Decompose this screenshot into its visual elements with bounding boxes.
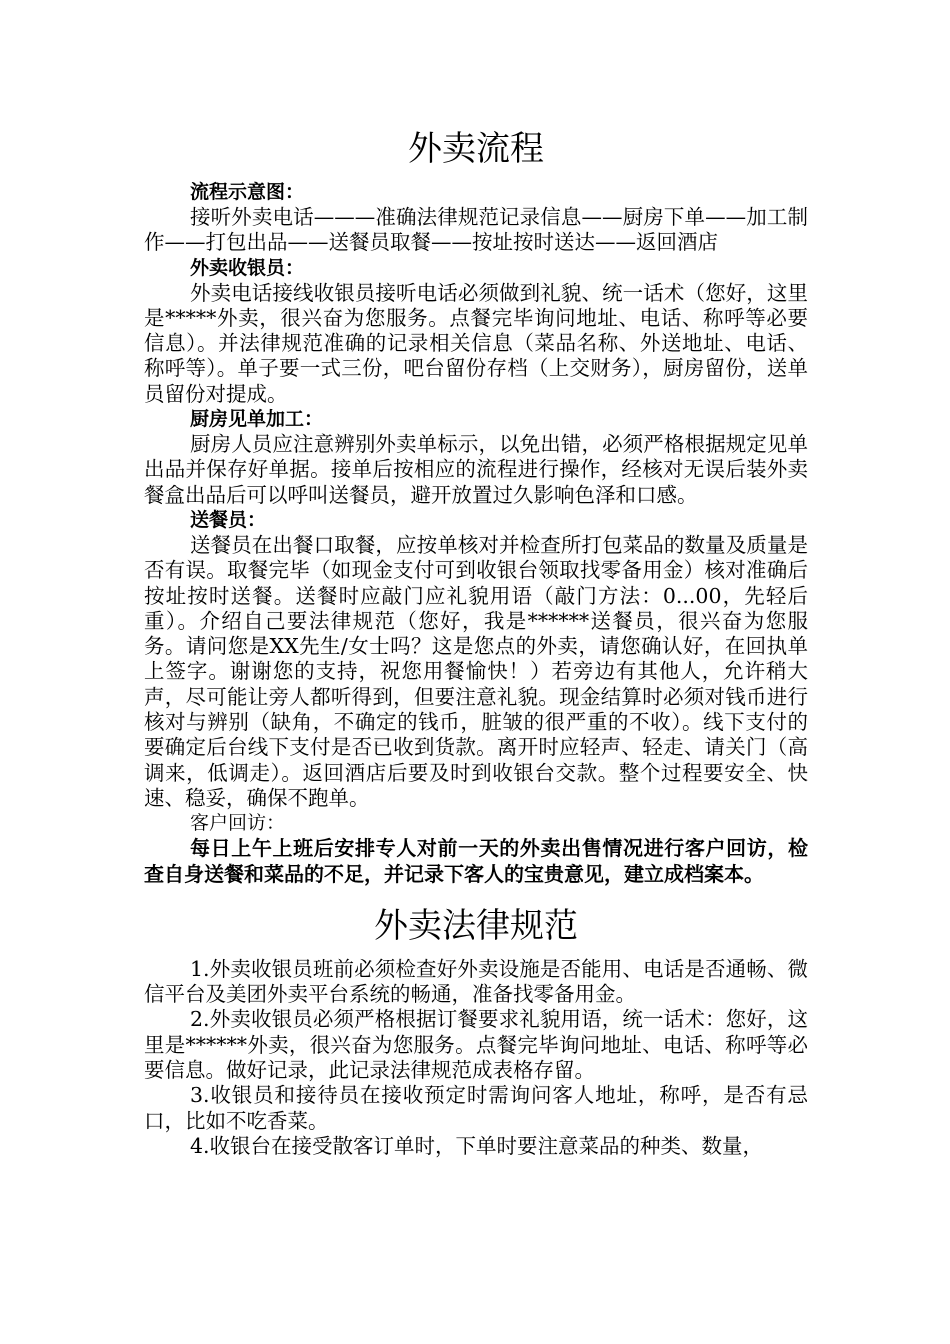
section-text-kitchen: 厨房人员应注意辨别外卖单标示，以免出错，必须严格根据规定见单出品并保存好单据。接单后按相应的流程进行操作，经核对无误后装外卖餐盒出品后可以呼叫送餐员，避开放置过久影响色泽和口感。 bbox=[144, 432, 808, 507]
section-text-cashier: 外卖电话接线收银员接听电话必须做到礼貌、统一话术（您好，这里是*****外卖，很兴奋为您服务。点餐完毕询问地址、电话、称呼等必要信息）。并法律规范准确的记录相关信息（菜品名称、外送地址、电话、称呼等）。单子要一式三份，吧台留份存档（上交财务），厨房留份，送单员留份对提成。 bbox=[144, 280, 808, 406]
section-text-delivery: 送餐员在出餐口取餐，应按单核对并检查所打包菜品的数量及质量是否有误。取餐完毕（如现金支付可到收银台领取找零备用金）核对准确后按址按时送餐。送餐时应敲门应礼貌用语（敲门方法：0...00，先轻后重）。介绍自己要法律规范（您好，我是******送餐员，很兴奋为您服务。请问您是XX先生/女士吗？这是您点的外卖，请您确认好，在回执单上签字。谢谢您的支持，祝您用餐愉快！）若旁边有其他人，允许稍大声，尽可能让旁人都听得到，但要注意礼貌。现金结算时必须对钱币进行核对与辨别（缺角，不确定的钱币，脏皱的很严重的不收）。线下支付的要确定后台线下支付是否已收到货款。离开时应轻声、轻走、请关门（高调来，低调走）。返回酒店后要及时到收银台交款。整个过程要安全、快速、稳妥，确保不跑单。 bbox=[144, 532, 808, 810]
section-text-flow: 接听外卖电话———准确法律规范记录信息——厨房下单——加工制作——打包出品——送餐员取餐——按址按时送达——返回酒店 bbox=[144, 205, 808, 255]
section-heading-kitchen: 厨房见单加工： bbox=[190, 408, 324, 431]
section-flow bbox=[144, 180, 808, 256]
document-subtitle: 外卖法律规范 bbox=[374, 905, 578, 946]
rule-item-1: 1.外卖收银员班前必须检查好外卖设施是否能用、电话是否通畅、微信平台及美团外卖平台系统的畅通，准备找零备用金。 bbox=[144, 956, 808, 1007]
section-text-followup: 每日上午上班后安排专人对前一天的外卖出售情况进行客户回访，检查自身送餐和菜品的不足，并记录下客人的宝贵意见，建立成档案本。 bbox=[144, 836, 808, 886]
rules-list bbox=[144, 957, 808, 1159]
section-cashier bbox=[144, 256, 808, 407]
rule-item-3: 3.收银员和接待员在接收预定时需询问客人地址，称呼，是否有忌口，比如不吃香菜。 bbox=[144, 1083, 808, 1133]
rule-item-4: 4.收银台在接受散客订单时，下单时要注意菜品的种类、数量， bbox=[190, 1133, 764, 1158]
section-heading-flow: 流程示意图： bbox=[190, 181, 305, 203]
section-delivery bbox=[144, 508, 808, 811]
section-heading-cashier: 外卖收银员： bbox=[190, 256, 305, 279]
document-page bbox=[144, 118, 808, 1159]
section-kitchen bbox=[144, 407, 808, 508]
section-followup bbox=[144, 811, 808, 887]
section-heading-followup: 客户回访： bbox=[190, 812, 286, 835]
rule-item-2: 2.外卖收银员必须严格根据订餐要求礼貌用语，统一话术：您好，这里是******外卖，很兴奋为您服务。点餐完毕询问地址、电话、称呼等必要信息。做好记录，此记录法律规范成表格存留。 bbox=[144, 1007, 808, 1083]
section-heading-delivery: 送餐员： bbox=[190, 508, 267, 531]
document-title: 外卖流程 bbox=[408, 129, 544, 169]
